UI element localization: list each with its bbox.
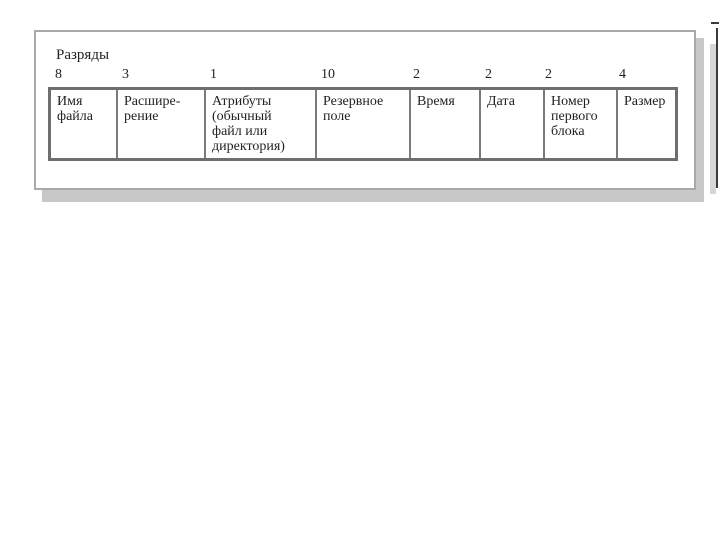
field-filename: Имя файла	[51, 90, 118, 158]
field-first-block: Номер первого блока	[545, 90, 618, 158]
bits-value-extension: 3	[122, 67, 129, 82]
directory-entry-record	[48, 87, 678, 161]
field-attributes: Атрибуты (обычный файл или директория)	[206, 90, 317, 158]
bits-value-filename: 8	[55, 67, 62, 82]
field-reserved: Резервное поле	[317, 90, 411, 158]
bits-value-time: 2	[413, 67, 420, 82]
bits-value-attributes: 1	[210, 67, 217, 82]
bits-value-first-block: 2	[545, 67, 552, 82]
field-extension: Расшире- рение	[118, 90, 206, 158]
bits-caption: Разряды	[56, 47, 110, 63]
page-edge-mark	[711, 22, 719, 24]
bits-value-reserved: 10	[321, 67, 335, 82]
bits-value-date: 2	[485, 67, 492, 82]
field-time: Время	[411, 90, 481, 158]
field-date: Дата	[481, 90, 545, 158]
page-edge-line	[716, 28, 718, 188]
bits-value-size: 4	[619, 67, 626, 82]
field-size: Размер	[624, 94, 666, 109]
directory-entry-figure	[34, 30, 696, 190]
